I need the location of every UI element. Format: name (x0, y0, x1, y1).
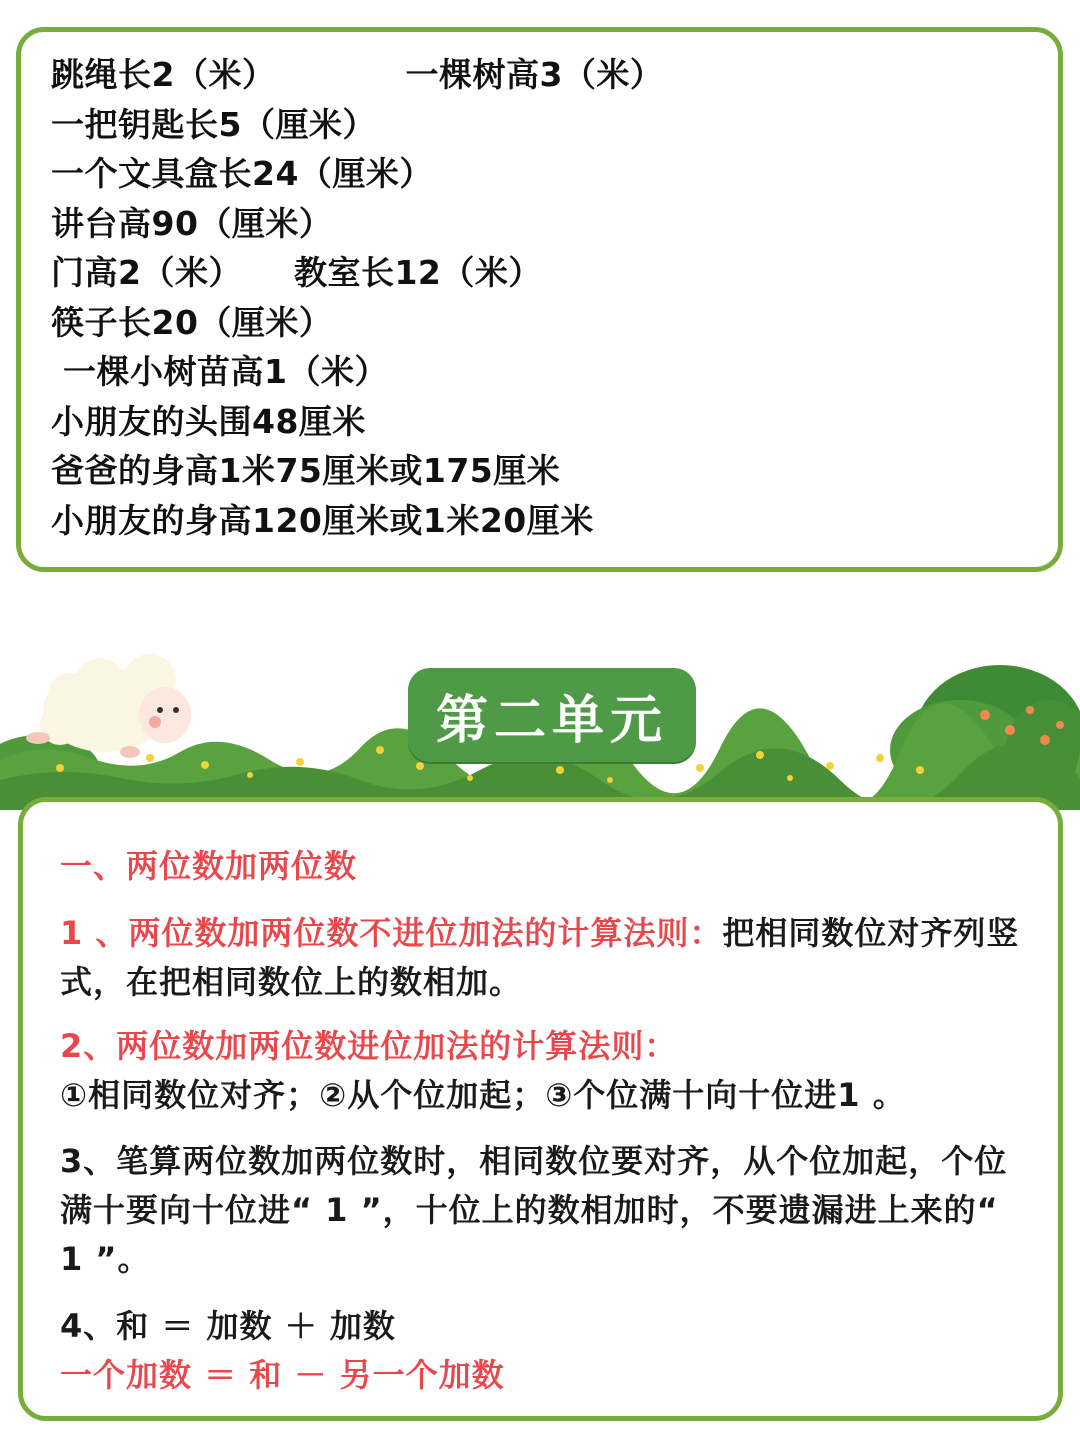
measure-line-3 (51, 149, 1058, 199)
bottom-card (18, 797, 1063, 1421)
measure-item: 爸爸的身高1米75厘米或175厘米 (51, 451, 561, 490)
measure-item: 小朋友的身高120厘米或1米20厘米 (51, 500, 594, 540)
rule-1-text: 把相同数位对齐列竖式，在把相同数位上的数相加。 (60, 914, 1020, 1001)
measure-item: 讲台高90（厘米） (51, 203, 333, 243)
measure-item: 一棵树高3（米） (405, 55, 664, 94)
top-card (16, 27, 1063, 572)
measure-item: 教室长12（米） (293, 253, 542, 292)
rule-4-formula: 4、和 ＝ 加数 ＋ 加数 (60, 1307, 396, 1345)
measure-line-5 (51, 248, 1058, 298)
measure-item: 跳绳长2（米） (51, 55, 276, 94)
measure-line-6 (51, 298, 1058, 348)
rule-2-label: 2、两位数加两位数进位加法的计算法则： (60, 1027, 678, 1065)
rule-3: 3、笔算两位数加两位数时，相同数位要对齐，从个位加起，个位满十要向十位进“ 1 ”，十位上的数相加时，不要遗漏进上来的“ 1 ”。 (60, 1142, 1008, 1278)
rule-1-label: 1 、两位数加两位数不进位加法的计算法则： (60, 914, 723, 952)
rule-1 (60, 909, 1028, 1007)
measure-line-8 (51, 397, 1058, 447)
measure-item: 一把钥匙长5（厘米） (51, 104, 376, 144)
measure-item: 一个文具盒长24（厘米） (51, 154, 433, 193)
measure-line-7 (51, 347, 1058, 397)
measure-line-10 (51, 496, 1058, 546)
measure-line-1 (51, 50, 1058, 100)
rule-4 (60, 1302, 1028, 1400)
measure-item: 筷子长20（厘米） (51, 302, 333, 342)
measure-line-4 (51, 199, 1058, 249)
unit-title-badge: 第二单元 (408, 668, 696, 762)
measure-item: 小朋友的头围48厘米 (51, 401, 366, 441)
section-heading: 一、两位数加两位数 (60, 847, 358, 885)
sheep-illustration (26, 654, 191, 758)
measure-item: 一棵小树苗高1（米） (51, 352, 388, 391)
measure-line-2 (51, 100, 1058, 150)
rule-2 (60, 1022, 1028, 1120)
measure-line-9 (51, 446, 1058, 496)
rule-2-text: ①相同数位对齐；②从个位加起；③个位满十向十位进1 。 (60, 1076, 906, 1114)
measure-item: 门高2（米） (51, 253, 242, 292)
rule-4-formula-2: 一个加数 ＝ 和 － 另一个加数 (60, 1356, 505, 1394)
